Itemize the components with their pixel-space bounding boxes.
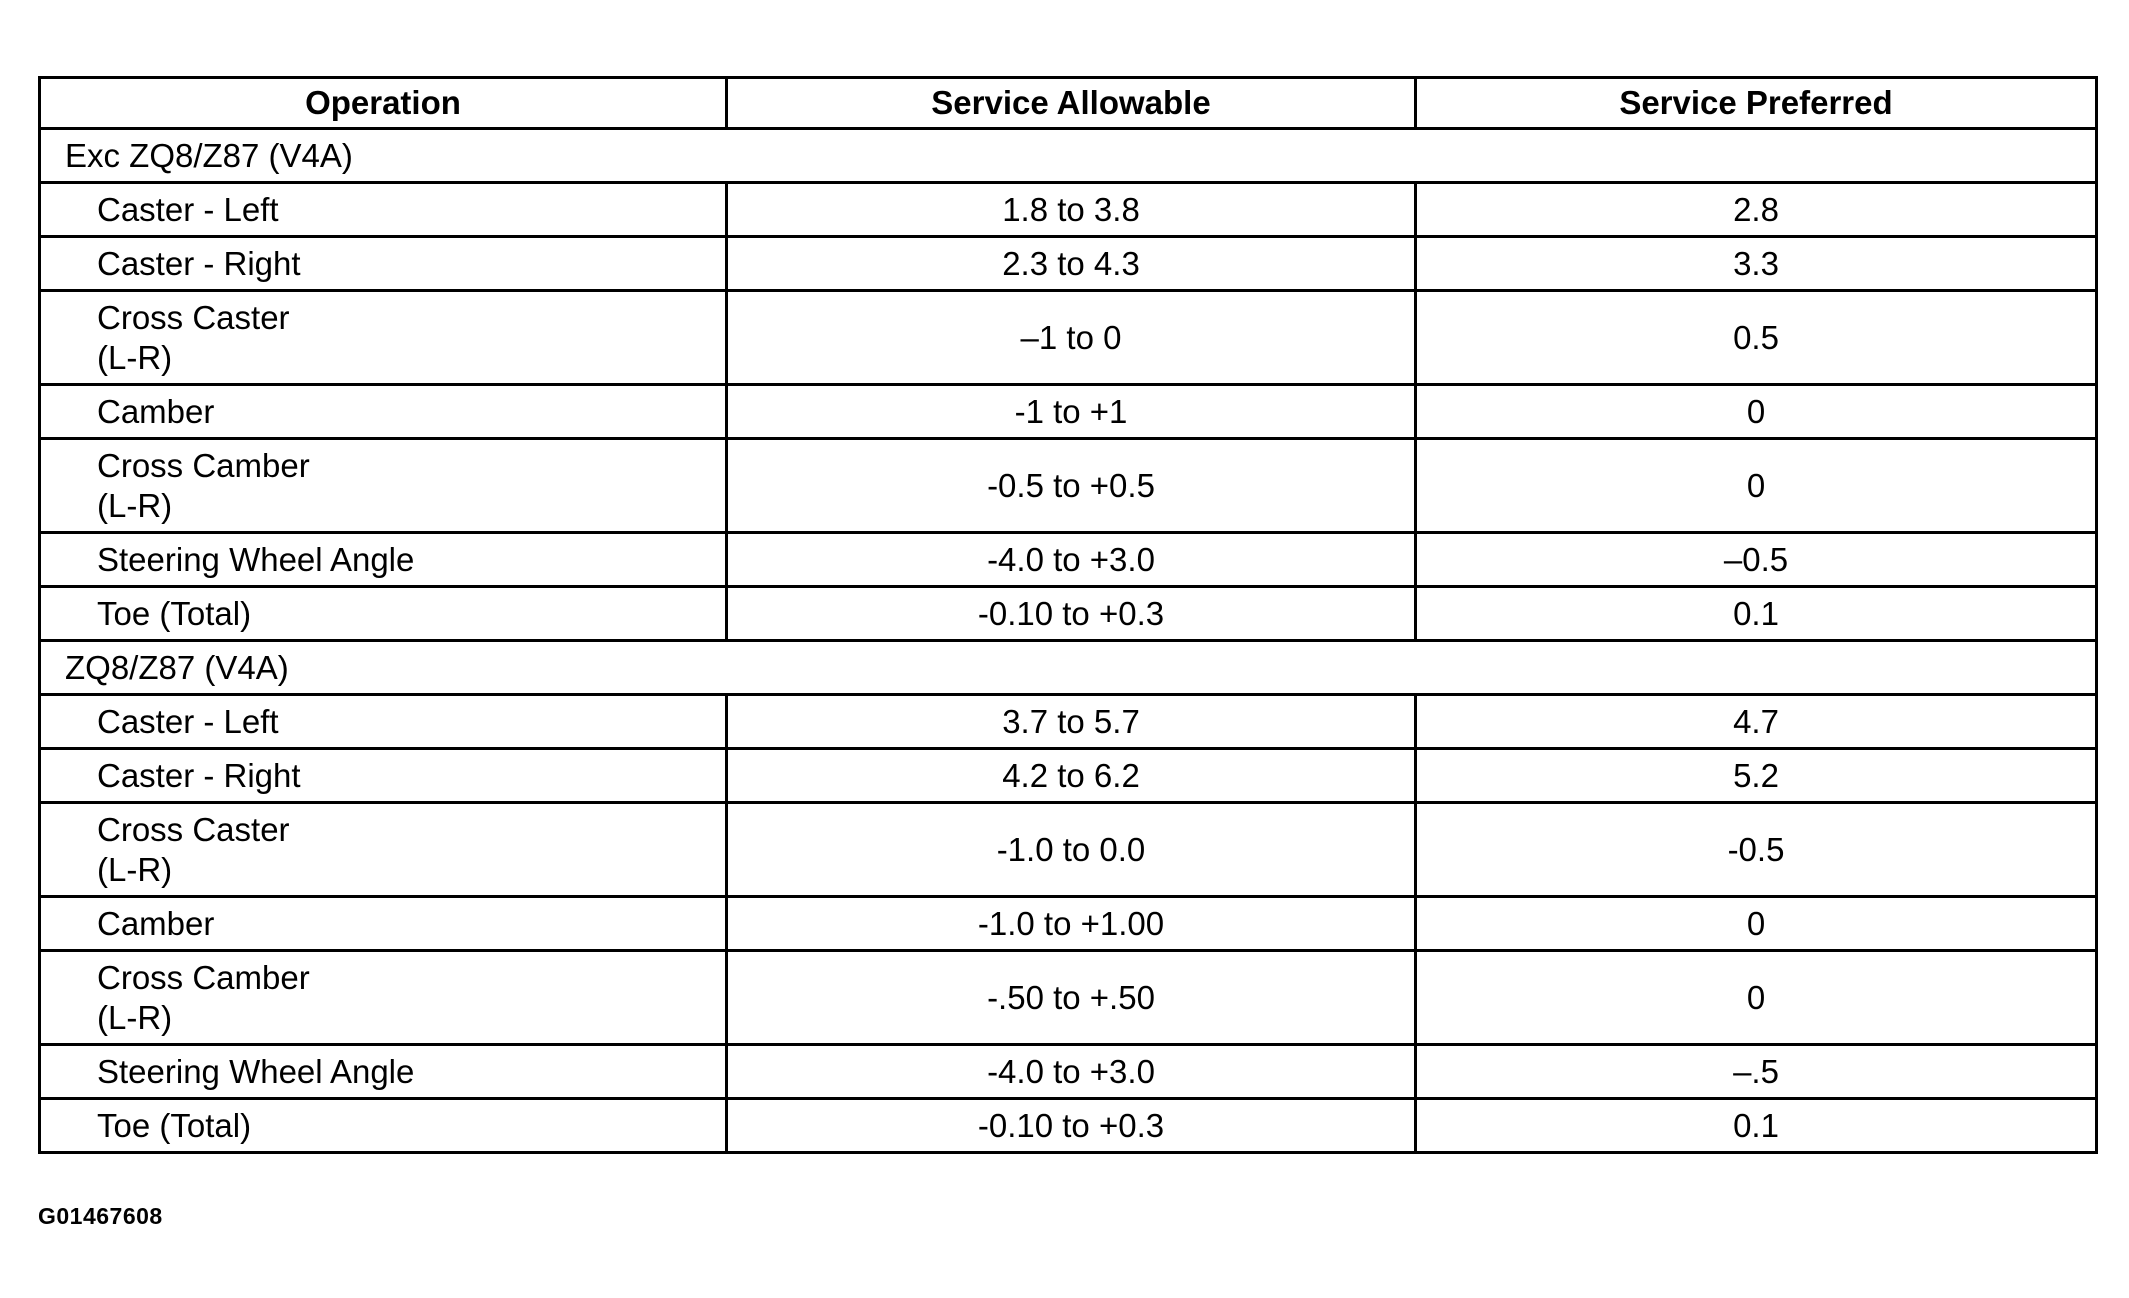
operation-cell: Toe (Total) [40, 587, 727, 641]
figure-id: G01467608 [38, 1203, 163, 1229]
service-allowable-cell: –1 to 0 [727, 291, 1416, 385]
operation-cell: Cross Camber (L-R) [40, 439, 727, 533]
operation-cell: Caster - Left [40, 183, 727, 237]
service-preferred-cell: 0.1 [1416, 587, 2097, 641]
table-row [40, 385, 2097, 439]
table-row [40, 695, 2097, 749]
table-row [40, 803, 2097, 897]
service-allowable-cell: -0.10 to +0.3 [727, 1099, 1416, 1153]
service-allowable-cell: -4.0 to +3.0 [727, 1045, 1416, 1099]
service-preferred-cell: 0 [1416, 897, 2097, 951]
operation-cell: Cross Caster (L-R) [40, 291, 727, 385]
group-title: Exc ZQ8/Z87 (V4A) [40, 129, 2097, 183]
operation-cell: Caster - Right [40, 749, 727, 803]
service-preferred-cell: 0.1 [1416, 1099, 2097, 1153]
table-row [40, 749, 2097, 803]
table-row [40, 237, 2097, 291]
alignment-spec-table [38, 76, 2098, 1154]
table-row [40, 1045, 2097, 1099]
table-row [40, 587, 2097, 641]
operation-cell: Cross Camber (L-R) [40, 951, 727, 1045]
service-preferred-cell: –.5 [1416, 1045, 2097, 1099]
operation-cell: Caster - Right [40, 237, 727, 291]
header-service-preferred: Service Preferred [1416, 78, 2097, 129]
service-preferred-cell: 2.8 [1416, 183, 2097, 237]
table-row [40, 533, 2097, 587]
service-allowable-cell: -4.0 to +3.0 [727, 533, 1416, 587]
header-row [40, 78, 2097, 129]
service-preferred-cell: 0 [1416, 439, 2097, 533]
operation-cell: Caster - Left [40, 695, 727, 749]
service-preferred-cell: 0.5 [1416, 291, 2097, 385]
table-row [40, 291, 2097, 385]
group-row [40, 641, 2097, 695]
table-row [40, 183, 2097, 237]
service-allowable-cell: -1.0 to 0.0 [727, 803, 1416, 897]
service-allowable-cell: 3.7 to 5.7 [727, 695, 1416, 749]
table-row [40, 1099, 2097, 1153]
service-allowable-cell: -1.0 to +1.00 [727, 897, 1416, 951]
operation-cell: Camber [40, 385, 727, 439]
service-allowable-cell: -.50 to +.50 [727, 951, 1416, 1045]
operation-cell: Camber [40, 897, 727, 951]
service-allowable-cell: 2.3 to 4.3 [727, 237, 1416, 291]
operation-cell: Toe (Total) [40, 1099, 727, 1153]
table-header [40, 78, 2097, 129]
service-preferred-cell: 5.2 [1416, 749, 2097, 803]
group-title: ZQ8/Z87 (V4A) [40, 641, 2097, 695]
table-body [40, 129, 2097, 1153]
header-service-allowable: Service Allowable [727, 78, 1416, 129]
service-preferred-cell: 0 [1416, 385, 2097, 439]
operation-cell: Cross Caster (L-R) [40, 803, 727, 897]
service-preferred-cell: 4.7 [1416, 695, 2097, 749]
table-row [40, 439, 2097, 533]
service-preferred-cell: 3.3 [1416, 237, 2097, 291]
service-allowable-cell: -0.5 to +0.5 [727, 439, 1416, 533]
service-preferred-cell: -0.5 [1416, 803, 2097, 897]
group-row [40, 129, 2097, 183]
table-row [40, 951, 2097, 1045]
operation-cell: Steering Wheel Angle [40, 533, 727, 587]
table-row [40, 897, 2097, 951]
service-allowable-cell: 4.2 to 6.2 [727, 749, 1416, 803]
service-allowable-cell: -1 to +1 [727, 385, 1416, 439]
service-preferred-cell: 0 [1416, 951, 2097, 1045]
operation-cell: Steering Wheel Angle [40, 1045, 727, 1099]
service-preferred-cell: –0.5 [1416, 533, 2097, 587]
service-allowable-cell: -0.10 to +0.3 [727, 587, 1416, 641]
service-allowable-cell: 1.8 to 3.8 [727, 183, 1416, 237]
header-operation: Operation [40, 78, 727, 129]
